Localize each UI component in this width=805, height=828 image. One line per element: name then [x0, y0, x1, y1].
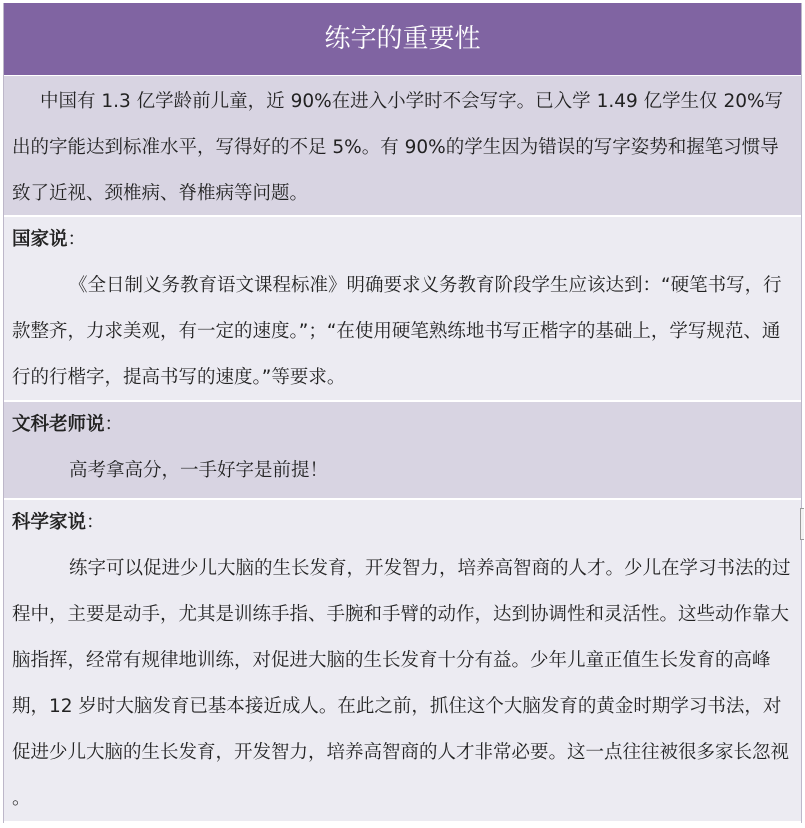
- section-heading: [12, 217, 795, 263]
- page-title: 练字的重要性: [4, 3, 801, 76]
- section-scientist: [4, 500, 801, 823]
- section-text: 练字可以促进少儿大脑的生长发育，开发智力，培养高智商的人才。少儿在学习书法的过程中，主要是动手，尤其是训练手指、手腕和手臂的动作，达到协调性和灵活性。这些动作靠大脑指挥，经常有规律地训练，对促进大脑的生长发育十分有益。少年儿童正值生长发育的高峰期，12 岁时大脑发育已基本接近成人。在此之前，抓住这个大脑发育的黄金时期学习书法，对促进少儿大脑的生长发育，开发智力，培养高智商的人才非常必要。这一点往往被很多家长忽视 。: [12, 558, 791, 809]
- section-text: 《全日制义务教育语文课程标准》明确要求义务教育阶段学生应该达到：“硬笔书写，行款整齐，力求美观，有一定的速度。”；“在使用硬笔熟练地书写正楷字的基础上，学写规范、通行的行楷字，提高书写的速度。”等要求。: [12, 275, 782, 388]
- section-teacher: [4, 402, 801, 500]
- section-label: 科学家说: [12, 512, 87, 533]
- section-colon: ：: [67, 229, 87, 250]
- section-label: 文科老师说: [12, 414, 105, 435]
- section-heading: [12, 500, 795, 546]
- section-heading: [12, 402, 795, 448]
- section-colon: ：: [104, 414, 124, 435]
- intro-text: 中国有 1.3 亿学龄前儿童，近 90%在进入小学时不会写字。已入学 1.49 亿学生仅 20%写出的字能达到标准水平，写得好的不足 5%。有 90%的学生因为错误的写字姿势和握笔习惯导致了近视、颈椎病、脊椎病等问题。: [12, 91, 784, 204]
- section-country: [4, 217, 801, 402]
- section-label: 国家说: [12, 229, 68, 250]
- intro-row: [4, 76, 801, 217]
- section-colon: ：: [86, 512, 105, 533]
- content-table: [3, 3, 802, 823]
- section-text: 高考拿高分，一手好字是前提！: [69, 460, 329, 481]
- scroll-handle[interactable]: [800, 508, 804, 540]
